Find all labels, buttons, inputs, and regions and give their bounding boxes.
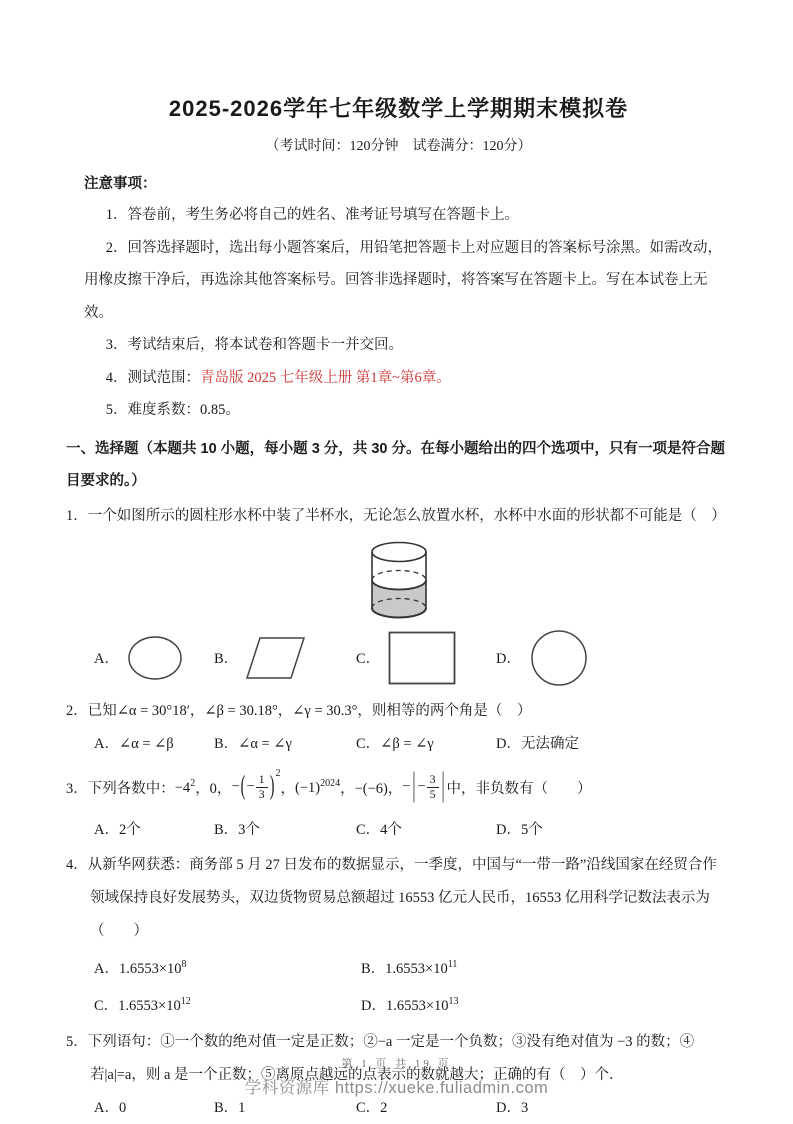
page-footer	[0, 1055, 793, 1098]
q1-option-d	[496, 629, 731, 687]
question-2-text: 2．已知∠α = 30°18′，∠β = 30.18°，∠γ = 30.3°，则相等的两个角是（ ）	[66, 702, 532, 719]
q5-option-c: C．2	[356, 1100, 388, 1117]
watermark-text: 学科资源库 https://xueke.fuliadmin.com	[244, 1079, 549, 1097]
rectangle-shape-icon	[388, 631, 456, 685]
q3-term-neg4-squared: $-4^2$	[174, 778, 196, 796]
q3-option-a: A．2个	[94, 821, 141, 838]
q4-option-c: C．$1.6553\times 10^{12}$	[94, 996, 191, 1015]
question-3-text	[66, 762, 731, 814]
q2-option-b: B．∠α = ∠γ	[214, 735, 292, 752]
notice-section	[84, 169, 731, 427]
notice-item-2: 2．回答选择题时，选出每小题答案后，用铅笔把答题卡上对应题目的答案标号涂黑。如需改动，用橡皮擦干净后，再选涂其他答案标号。回答非选择题时，将答案写在答题卡上。写在本试卷上无效。	[84, 239, 722, 321]
notice-item-3: 3．考试结束后，将本试卷和答题卡一并交回。	[105, 337, 403, 353]
parallelogram-shape-icon	[246, 636, 306, 680]
question-2-options	[66, 728, 731, 760]
half-filled-cylinder-icon	[364, 539, 434, 623]
q3-sep3: ，−(−6)，	[340, 781, 403, 797]
q2-option-d: D．无法确定	[496, 735, 579, 752]
q3-option-d: D．5个	[496, 821, 543, 838]
q1-option-b	[214, 636, 356, 680]
question-1-text: 1．一个如图所示的圆柱形水杯中装了半杯水，无论怎么放置水杯，水杯中水面的形状都不可能是（ ）	[66, 507, 726, 524]
cylinder-cup-figure	[66, 539, 731, 625]
q3-term-neg-abs-fraction: − | − $\frac{3}{5}$ |	[402, 767, 445, 805]
question-4-text: 4．从新华网获悉：商务部 5 月 27 日发布的数据显示，一季度，中国与“一带一路”沿线国家在经贸合作领域保持良好发展势头，双边货物贸易总额超过 16553 亿元人民币，16553 亿用科学记数法表示为（ ）	[66, 856, 717, 939]
q1-option-d-label: D．	[496, 651, 521, 667]
test-scope-prefix: 4．测试范围：	[105, 369, 200, 386]
test-scope-highlight: 青岛版 2025 七年级上册 第1章~第6章。	[200, 369, 451, 386]
question-1-options	[66, 627, 731, 689]
section-1-heading: 一、选择题（本题共 10 小题，每小题 3 分，共 30 分。在每小题给出的四个选项中，只有一项是符合题目要求的。）	[66, 440, 725, 489]
q1-option-a	[94, 635, 214, 681]
q3-sep2: ，	[280, 781, 295, 797]
q1-option-c-label: C．	[356, 651, 381, 667]
q5-option-b: B．1	[214, 1100, 246, 1117]
q4-option-a: A．$1.6553\times 10^8$	[94, 958, 187, 977]
exam-info-line: （考试时间：120分钟 试卷满分：120分）	[265, 139, 532, 154]
q4-option-b: B．$1.6553\times 10^{11}$	[361, 958, 458, 977]
q3-option-c: C．4个	[356, 821, 402, 838]
q1-option-b-label: B．	[214, 651, 239, 667]
q3-sep1: ，0，	[195, 781, 232, 797]
question-3-options	[66, 814, 731, 846]
page-title: 2025-2026学年七年级数学上学期期末模拟卷	[168, 96, 629, 121]
question-4-options	[66, 948, 731, 1024]
q1-option-a-label: A．	[94, 651, 119, 667]
q1-option-c	[356, 631, 496, 685]
q3-tail: 中，非负数有（ ）	[446, 781, 592, 797]
notice-item-1: 1．答卷前，考生务必将自己的姓名、准考证号填写在答题卡上。	[105, 207, 519, 223]
q5-option-a: A．0	[94, 1100, 127, 1117]
question-5-text: 5．下列语句：①一个数的绝对值一定是正数；②−a 一定是一个负数；③没有绝对值为 −3 的数；④若|a|=a，则 a 是一个正数；⑤离原点越远的点表示的数就越大；正确的有（ ）个．	[66, 1034, 695, 1084]
ellipse-shape-icon	[127, 635, 183, 681]
notice-heading: 注意事项：	[84, 176, 157, 192]
q4-option-d: D．$1.6553\times 10^{13}$	[361, 996, 459, 1015]
page-number: 第 1 页 共 19 页	[341, 1058, 452, 1070]
q2-option-a: A．∠α = ∠β	[94, 735, 174, 752]
q3-term-neg1-pow-2024: $(-1)^{2024}$	[295, 778, 341, 796]
q3-option-b: B．3个	[214, 821, 260, 838]
q3-lead: 3．下列各数中：	[66, 781, 175, 797]
notice-item-5: 5．难度系数：0.85。	[105, 402, 240, 418]
q3-term-neg-paren-fraction-squared: −(− $\frac{1}{3}$ )$^2$	[231, 768, 281, 802]
notice-item-4	[84, 362, 731, 395]
circle-shape-icon	[529, 629, 589, 687]
q2-option-c: C．∠β = ∠γ	[356, 735, 434, 752]
q5-option-d: D．3	[496, 1100, 529, 1117]
